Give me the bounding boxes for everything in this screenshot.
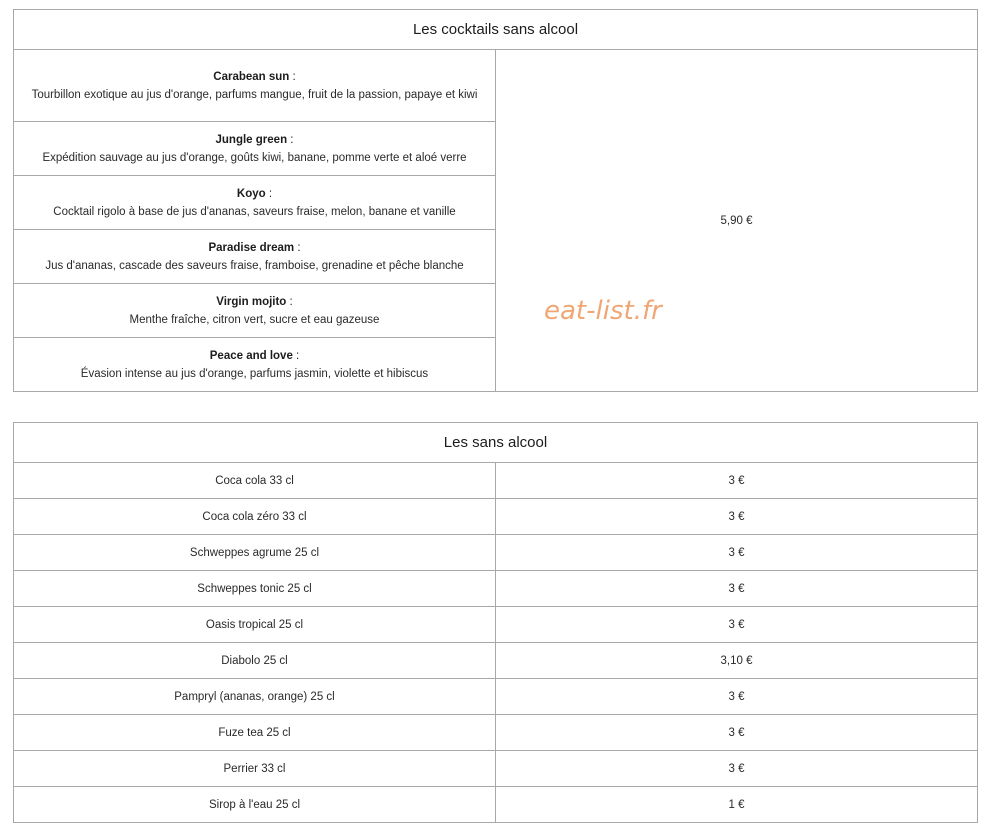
cocktail-name: Carabean sun [213, 70, 290, 83]
cocktail-description: Tourbillon exotique au jus d'orange, parfums mangue, fruit de la passion, papaye et kiwi [31, 88, 478, 101]
drink-price: 3 € [496, 715, 978, 751]
cocktail-description: Expédition sauvage au jus d'orange, goûts kiwi, banane, pomme verte et aloé verre [42, 151, 467, 164]
cocktails-table-title: Les cocktails sans alcool [14, 10, 978, 50]
cocktail-description: Évasion intense au jus d'orange, parfums jasmin, violette et hibiscus [80, 367, 429, 380]
cocktail-name-row [22, 185, 487, 203]
cocktail-name-row [22, 68, 487, 86]
cocktail-item [14, 50, 496, 122]
cocktail-name-separator: : [265, 187, 273, 200]
drink-name: Diabolo 25 cl [14, 643, 496, 679]
cocktail-name: Paradise dream [208, 241, 295, 254]
table-row [14, 787, 978, 823]
drink-price: 3 € [496, 679, 978, 715]
soft-drinks-header-row [14, 423, 978, 463]
drink-price: 3 € [496, 571, 978, 607]
cocktail-item [14, 338, 496, 392]
cocktail-name-row [22, 347, 487, 365]
table-row [14, 499, 978, 535]
drink-name: Schweppes agrume 25 cl [14, 535, 496, 571]
watermark-logo: eat-list.fr [544, 296, 662, 326]
cocktail-name: Jungle green [215, 133, 288, 146]
cocktail-name-row [22, 293, 487, 311]
drink-name: Pampryl (ananas, orange) 25 cl [14, 679, 496, 715]
drink-price: 3 € [496, 751, 978, 787]
table-row [14, 751, 978, 787]
drink-name: Fuze tea 25 cl [14, 715, 496, 751]
cocktail-item [14, 284, 496, 338]
soft-drinks-table [13, 422, 978, 823]
table-row [14, 571, 978, 607]
drink-price: 3 € [496, 463, 978, 499]
cocktail-name-separator: : [289, 70, 296, 83]
drink-name: Coca cola zéro 33 cl [14, 499, 496, 535]
cocktail-name-row [22, 239, 487, 257]
drink-price: 3 € [496, 535, 978, 571]
drink-price: 3,10 € [496, 643, 978, 679]
cocktail-name: Peace and love [209, 349, 293, 362]
cocktail-item [14, 122, 496, 176]
table-row [14, 715, 978, 751]
drink-price: 1 € [496, 787, 978, 823]
cocktail-name-separator: : [287, 133, 294, 146]
soft-drinks-table-title: Les sans alcool [14, 423, 978, 463]
table-row [14, 643, 978, 679]
cocktails-table [13, 9, 978, 392]
cocktails-price: 5,90 € [496, 50, 978, 392]
table-row [14, 679, 978, 715]
cocktails-header-row [14, 10, 978, 50]
drink-name: Schweppes tonic 25 cl [14, 571, 496, 607]
cocktail-item [14, 230, 496, 284]
cocktail-name-separator: : [286, 295, 293, 308]
cocktail-name-row [22, 131, 487, 149]
drink-name: Perrier 33 cl [14, 751, 496, 787]
cocktail-description: Cocktail rigolo à base de jus d'ananas, saveurs fraise, melon, banane et vanille [53, 205, 456, 218]
drink-name: Coca cola 33 cl [14, 463, 496, 499]
table-row [14, 607, 978, 643]
cocktail-description: Jus d'ananas, cascade des saveurs fraise, framboise, grenadine et pêche blanche [45, 259, 464, 272]
cocktail-description: Menthe fraîche, citron vert, sucre et eau gazeuse [129, 313, 380, 326]
table-row [14, 463, 978, 499]
drink-price: 3 € [496, 607, 978, 643]
drink-price: 3 € [496, 499, 978, 535]
cocktail-name-separator: : [294, 241, 301, 254]
cocktail-name: Koyo [236, 187, 266, 200]
cocktail-name-separator: : [292, 349, 300, 362]
table-row [14, 535, 978, 571]
cocktail-item [14, 176, 496, 230]
soft-drinks-body [14, 463, 978, 823]
table-row [14, 50, 978, 122]
cocktail-name: Virgin mojito [216, 295, 287, 308]
drink-name: Oasis tropical 25 cl [14, 607, 496, 643]
drink-name: Sirop à l'eau 25 cl [14, 787, 496, 823]
